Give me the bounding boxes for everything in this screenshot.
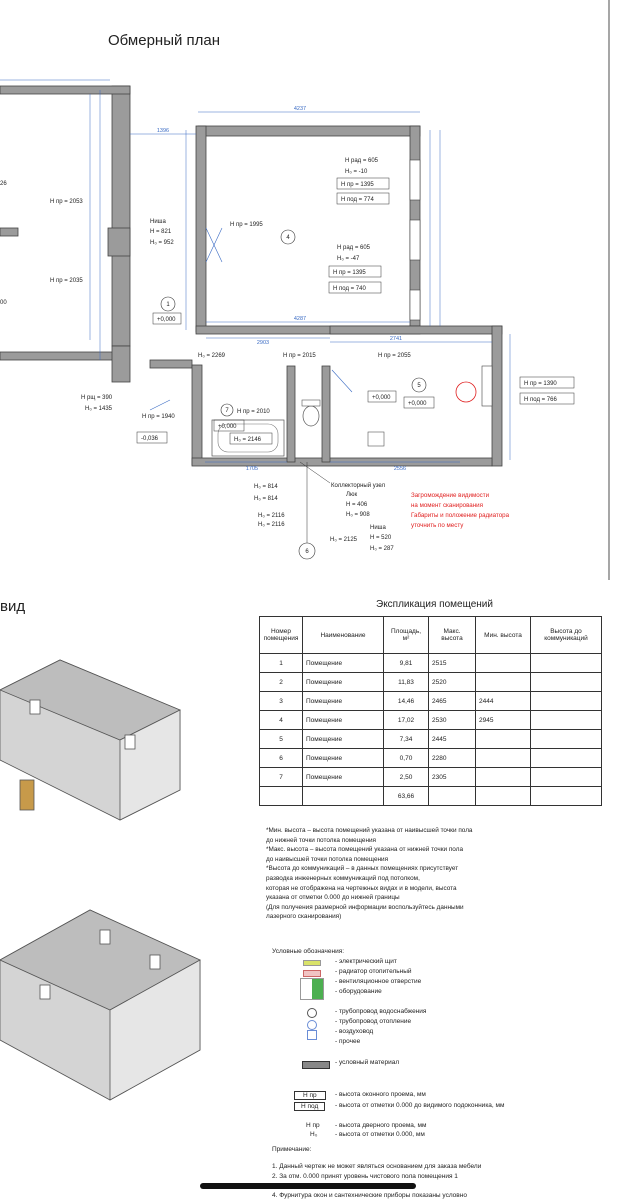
- table-row: [260, 692, 602, 711]
- explication-title: Экспликация помещений: [376, 599, 493, 610]
- note-red-2: на момент сканирования: [411, 502, 483, 509]
- label-h2146: H₀ = 2146: [234, 437, 262, 443]
- cell-min: [476, 768, 531, 787]
- label-hpr1390: H пр = 1390: [524, 381, 557, 387]
- dim-2741: 2741: [389, 336, 403, 342]
- cell-max: 2465: [429, 692, 476, 711]
- remarks-title: Примечание:: [272, 1146, 312, 1153]
- label-h01: H₀ = -10: [345, 169, 368, 175]
- cell-min: 2945: [476, 711, 531, 730]
- note-red-4: уточнить по месту: [411, 522, 464, 529]
- legend-hpr2: H пр: [306, 1122, 320, 1129]
- label-h2116a: H₀ = 2116: [258, 513, 285, 519]
- legend-item: - электрический щит: [335, 958, 397, 965]
- label-h2015: H пр = 2015: [283, 353, 316, 359]
- label-hrad2: H рад = 605: [337, 245, 371, 251]
- dim-2903: 2903: [256, 340, 270, 346]
- dim-top: 4237: [293, 106, 307, 112]
- cell-min: [476, 673, 531, 692]
- label-h406: H = 406: [346, 502, 368, 508]
- cell-max: 2520: [429, 673, 476, 692]
- cell-max: 2280: [429, 749, 476, 768]
- dim-1396: 1396: [156, 128, 170, 134]
- cell-area: 17,02: [384, 711, 429, 730]
- remark-line: 4. Фурнитура окон и сантехнические приборы показаны условно: [272, 1192, 467, 1199]
- label-niche-h: H = 821: [150, 229, 172, 235]
- label-luk: Люк: [346, 492, 358, 498]
- cell-name: Помещение: [303, 692, 384, 711]
- cell-comm: [531, 730, 602, 749]
- remark-line: 1. Данный чертеж не может являться основанием для заказа мебели: [272, 1163, 482, 1170]
- room-4-label: 4: [286, 235, 290, 241]
- room-1-label: 1: [166, 302, 170, 308]
- cell-area: 9,81: [384, 654, 429, 673]
- note-line: (Для получения размерной информации воспользуйтесь данными: [266, 903, 464, 911]
- cell-num: 4: [260, 711, 303, 730]
- header-area: Площадь, м²: [384, 617, 429, 654]
- cell-num: 6: [260, 749, 303, 768]
- table-row: [260, 711, 602, 730]
- level-5b: +0,000: [408, 401, 427, 407]
- label-h814a: H₀ = 814: [254, 484, 278, 490]
- label-hpr2: H пр = 1395: [333, 270, 366, 276]
- label-niche-h0: H₀ = 952: [150, 240, 174, 246]
- cell-total: 63,66: [384, 787, 429, 806]
- cell-comm: [531, 673, 602, 692]
- heating-pipe-icon: [307, 1020, 317, 1030]
- label-hpr2035: H пр = 2035: [50, 278, 83, 284]
- label-00: 00: [0, 300, 7, 306]
- label-hpr1995: H пр = 1995: [230, 222, 263, 228]
- cell-num: 3: [260, 692, 303, 711]
- note-line: *Высота до коммуникаций – в данных помещениях присутствует: [266, 865, 459, 873]
- table-total-row: [260, 787, 602, 806]
- cell-name: Помещение: [303, 711, 384, 730]
- label-niche: Ниша: [150, 219, 166, 225]
- remark-line: 2. За отм. 0.000 принят уровень чистового пола помещения 1: [272, 1173, 458, 1180]
- cell-area: 2,50: [384, 768, 429, 787]
- label-h520: H = 520: [370, 535, 392, 541]
- header-num: Номер помещения: [260, 617, 303, 654]
- note-line: разводка инженерных коммуникаций под потолком,: [266, 874, 420, 882]
- cell-min: 2444: [476, 692, 531, 711]
- legend-hpr2-desc: - высота дверного проема, мм: [335, 1122, 427, 1129]
- table-row: [260, 730, 602, 749]
- cell-min: [476, 654, 531, 673]
- cell-num: 7: [260, 768, 303, 787]
- cell-max: 2305: [429, 768, 476, 787]
- label-h1435: H₀ = 1435: [85, 406, 113, 412]
- room-6-label: 6: [305, 549, 309, 555]
- label-h2055: H пр = 2055: [378, 353, 411, 359]
- note-line: до нижней точки потолка помещения: [266, 836, 377, 844]
- legend-h0: H₀: [310, 1131, 318, 1138]
- note-red-1: Загромождение видимости: [411, 492, 490, 499]
- legend-item: - оборудование: [335, 988, 382, 995]
- label-hpr1: H пр = 1395: [341, 182, 374, 188]
- label-collector: Коллекторный узел: [331, 483, 386, 489]
- legend-hpr-box: H пр: [294, 1091, 326, 1100]
- table-row: [260, 654, 602, 673]
- legend-item: - вентиляционное отверстие: [335, 978, 422, 985]
- isometric-views: [0, 640, 210, 1160]
- label-h1940: H пр = 1940: [142, 414, 175, 420]
- legend-item: - прочее: [335, 1038, 361, 1045]
- cell-max: 2515: [429, 654, 476, 673]
- equipment-icon: [300, 978, 324, 1000]
- level-minus: -0,036: [141, 436, 159, 442]
- electric-panel-icon: [303, 960, 321, 966]
- label-26: 26: [0, 181, 7, 187]
- cell-area: 14,46: [384, 692, 429, 711]
- legend-h0-desc: - высота от отметки 0.000, мм: [335, 1131, 425, 1138]
- radiator-icon: [303, 970, 321, 977]
- drawing-title: Обмерный план: [108, 32, 221, 49]
- label-niche2: Ниша: [370, 525, 386, 531]
- table-row: [260, 768, 602, 787]
- label-hpod2: H под = 740: [333, 286, 366, 292]
- label-h2010: H пр = 2010: [237, 409, 270, 415]
- cell-comm: [531, 654, 602, 673]
- cell-name: Помещение: [303, 730, 384, 749]
- label-hpod1: H под = 774: [341, 197, 374, 203]
- legend-item: - условный материал: [335, 1059, 400, 1066]
- label-h287: H₀ = 287: [370, 546, 394, 552]
- legend-item: - трубопровод отопление: [335, 1018, 412, 1025]
- note-red-3: Габариты и положение радиатора: [411, 512, 510, 519]
- label-h2125: H₀ = 2125: [330, 537, 358, 543]
- note-line: до наивысшей точки потолка помещения: [266, 855, 389, 863]
- note-line: *Мин. высота – высота помещений указана от наивысшей точки пола: [266, 827, 473, 834]
- notes-block: [266, 826, 506, 922]
- level-1: +0,000: [157, 317, 176, 323]
- legend-hpod-box: H под: [294, 1102, 325, 1111]
- legend-hpod-desc: - высота от отметки 0.000 до видимого подоконника, мм: [335, 1102, 505, 1109]
- cell-comm: [531, 768, 602, 787]
- label-h2116b: H₀ = 2116: [258, 522, 285, 528]
- duct-icon: [307, 1030, 317, 1040]
- header-max: Макс. высота: [429, 617, 476, 654]
- label-hrsh: H рщ = 390: [81, 395, 113, 401]
- floor-plan: [0, 0, 623, 580]
- explication-table: [259, 616, 602, 806]
- cell-num: 5: [260, 730, 303, 749]
- dim-4287: 4287: [293, 316, 307, 322]
- cell-comm: [531, 692, 602, 711]
- header-name: Наименование: [303, 617, 384, 654]
- cell-name: Помещение: [303, 673, 384, 692]
- note-line: *Макс. высота – высота помещений указана от нижней точки пола: [266, 846, 464, 854]
- cell-min: [476, 749, 531, 768]
- cell-max: 2530: [429, 711, 476, 730]
- room-7-label: 7: [225, 408, 229, 414]
- water-pipe-icon: [307, 1008, 317, 1018]
- cell-comm: [531, 711, 602, 730]
- legend-hpr-desc: - высота оконного проема, мм: [335, 1091, 426, 1098]
- level-5: +0,000: [372, 395, 391, 401]
- table-row: [260, 673, 602, 692]
- cell-max: 2445: [429, 730, 476, 749]
- cell-name: Помещение: [303, 654, 384, 673]
- legend-item: - воздуховод: [335, 1028, 374, 1035]
- home-indicator[interactable]: [200, 1183, 416, 1189]
- table-header-row: [260, 617, 602, 654]
- label-h02: H₀ = -47: [337, 256, 360, 262]
- header-comm: Высота до коммуникаций: [531, 617, 602, 654]
- cell-name: Помещение: [303, 768, 384, 787]
- cell-area: 11,83: [384, 673, 429, 692]
- cell-min: [476, 730, 531, 749]
- cell-area: 7,34: [384, 730, 429, 749]
- legend-title: Условные обозначения:: [272, 948, 345, 955]
- room-5-label: 5: [417, 383, 421, 389]
- header-min: Мин. высота: [476, 617, 531, 654]
- dim-1705: 1705: [245, 466, 259, 472]
- cell-num: 1: [260, 654, 303, 673]
- cell-comm: [531, 749, 602, 768]
- cell-area: 0,70: [384, 749, 429, 768]
- label-h2269: H₀ = 2269: [198, 353, 226, 359]
- table-row: [260, 749, 602, 768]
- legend-item: - трубопровод водоснабжения: [335, 1008, 427, 1015]
- section-3d-title: вид: [0, 598, 26, 615]
- cell-name: Помещение: [303, 749, 384, 768]
- material-icon: [302, 1061, 330, 1069]
- label-h814b: H₀ = 814: [254, 496, 278, 502]
- dim-2556: 2556: [393, 466, 407, 472]
- note-line: лазерного сканирования): [266, 913, 342, 921]
- note-line: которая не отображена на чертежных видах и в модели, высота: [266, 884, 457, 892]
- level-3: +0,000: [218, 424, 237, 430]
- label-hpr2053: H пр = 2053: [50, 199, 83, 205]
- note-line: указана от отметки 0.000 до нижней границы: [266, 894, 400, 902]
- label-h908: H₀ = 908: [346, 512, 370, 518]
- legend-item: - радиатор отопительный: [335, 968, 412, 975]
- label-hrad1: H рад = 605: [345, 158, 379, 164]
- cell-num: 2: [260, 673, 303, 692]
- label-hpod766: H под = 766: [524, 397, 557, 403]
